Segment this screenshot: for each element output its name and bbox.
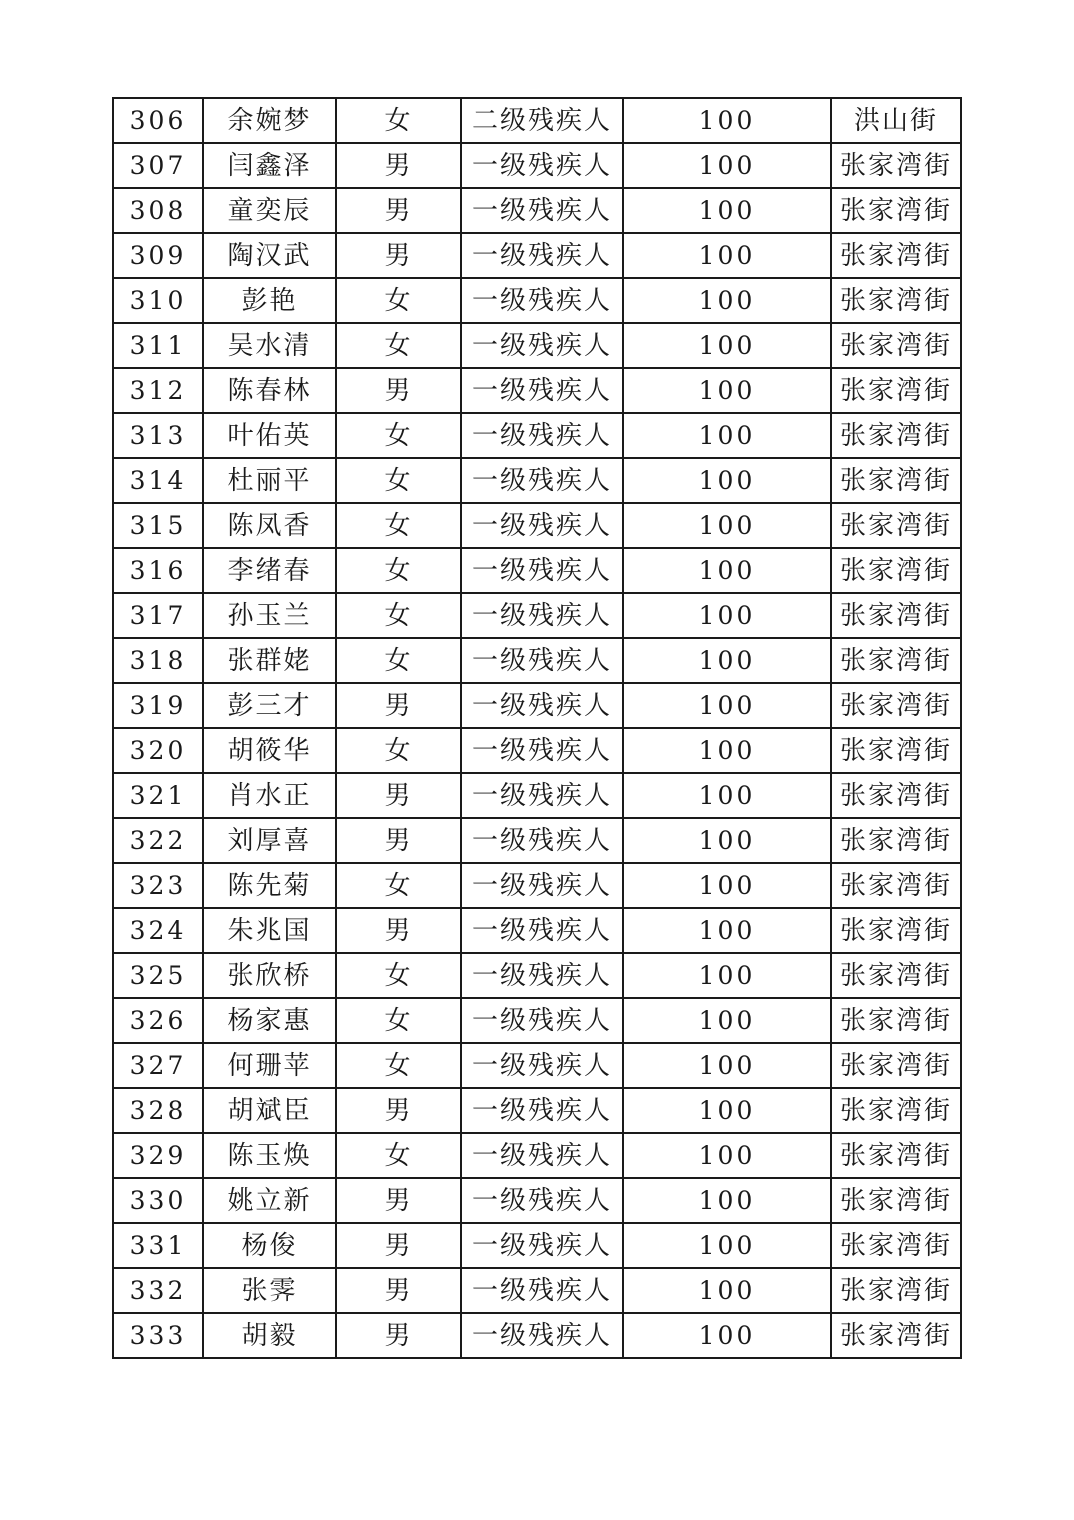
- cell-street: 张家湾街: [831, 593, 961, 638]
- cell-gender: 女: [336, 593, 461, 638]
- cell-street: 张家湾街: [831, 863, 961, 908]
- cell-gender: 男: [336, 1313, 461, 1358]
- cell-street: 张家湾街: [831, 278, 961, 323]
- cell-amount: 100: [623, 233, 831, 278]
- cell-name: 闫鑫泽: [203, 143, 336, 188]
- cell-name: 姚立新: [203, 1178, 336, 1223]
- cell-street: 张家湾街: [831, 503, 961, 548]
- cell-gender: 男: [336, 908, 461, 953]
- cell-gender: 男: [336, 773, 461, 818]
- table-row: [113, 818, 961, 863]
- table-row: [113, 1313, 961, 1358]
- cell-number: 318: [113, 638, 203, 683]
- subsidy-list-table: [112, 97, 962, 1359]
- cell-gender: 男: [336, 1088, 461, 1133]
- cell-disability-level: 一级残疾人: [461, 1223, 623, 1268]
- table-row: [113, 908, 961, 953]
- cell-street: 张家湾街: [831, 818, 961, 863]
- table-row: [113, 1223, 961, 1268]
- cell-gender: 女: [336, 323, 461, 368]
- cell-name: 陈凤香: [203, 503, 336, 548]
- cell-amount: 100: [623, 368, 831, 413]
- cell-street: 张家湾街: [831, 548, 961, 593]
- cell-amount: 100: [623, 728, 831, 773]
- cell-gender: 男: [336, 1178, 461, 1223]
- cell-disability-level: 一级残疾人: [461, 818, 623, 863]
- cell-name: 杨家惠: [203, 998, 336, 1043]
- cell-name: 胡筱华: [203, 728, 336, 773]
- cell-gender: 男: [336, 818, 461, 863]
- cell-amount: 100: [623, 1313, 831, 1358]
- cell-street: 张家湾街: [831, 1043, 961, 1088]
- cell-street: 张家湾街: [831, 188, 961, 233]
- cell-amount: 100: [623, 458, 831, 503]
- cell-name: 孙玉兰: [203, 593, 336, 638]
- cell-number: 323: [113, 863, 203, 908]
- cell-number: 308: [113, 188, 203, 233]
- cell-number: 309: [113, 233, 203, 278]
- cell-disability-level: 一级残疾人: [461, 908, 623, 953]
- cell-name: 张群姥: [203, 638, 336, 683]
- cell-number: 310: [113, 278, 203, 323]
- cell-number: 315: [113, 503, 203, 548]
- cell-name: 彭艳: [203, 278, 336, 323]
- cell-number: 322: [113, 818, 203, 863]
- cell-street: 洪山街: [831, 98, 961, 143]
- cell-disability-level: 一级残疾人: [461, 638, 623, 683]
- cell-amount: 100: [623, 143, 831, 188]
- cell-amount: 100: [623, 998, 831, 1043]
- cell-number: 306: [113, 98, 203, 143]
- cell-gender: 女: [336, 998, 461, 1043]
- cell-number: 319: [113, 683, 203, 728]
- cell-street: 张家湾街: [831, 683, 961, 728]
- cell-name: 杨俊: [203, 1223, 336, 1268]
- cell-disability-level: 一级残疾人: [461, 863, 623, 908]
- cell-number: 314: [113, 458, 203, 503]
- cell-name: 陶汉武: [203, 233, 336, 278]
- cell-amount: 100: [623, 683, 831, 728]
- cell-street: 张家湾街: [831, 413, 961, 458]
- cell-name: 余婉梦: [203, 98, 336, 143]
- cell-gender: 女: [336, 1043, 461, 1088]
- cell-amount: 100: [623, 773, 831, 818]
- cell-name: 陈玉焕: [203, 1133, 336, 1178]
- cell-gender: 男: [336, 233, 461, 278]
- cell-amount: 100: [623, 98, 831, 143]
- cell-name: 张霁: [203, 1268, 336, 1313]
- cell-street: 张家湾街: [831, 1178, 961, 1223]
- cell-number: 312: [113, 368, 203, 413]
- table-row: [113, 323, 961, 368]
- cell-gender: 男: [336, 143, 461, 188]
- cell-amount: 100: [623, 953, 831, 998]
- cell-disability-level: 一级残疾人: [461, 1133, 623, 1178]
- cell-name: 童奕辰: [203, 188, 336, 233]
- cell-name: 叶佑英: [203, 413, 336, 458]
- cell-gender: 女: [336, 1133, 461, 1178]
- cell-amount: 100: [623, 818, 831, 863]
- cell-disability-level: 一级残疾人: [461, 1313, 623, 1358]
- cell-gender: 女: [336, 728, 461, 773]
- cell-number: 327: [113, 1043, 203, 1088]
- cell-amount: 100: [623, 908, 831, 953]
- cell-amount: 100: [623, 1223, 831, 1268]
- cell-amount: 100: [623, 1043, 831, 1088]
- table-row: [113, 503, 961, 548]
- table-row: [113, 98, 961, 143]
- cell-disability-level: 一级残疾人: [461, 1268, 623, 1313]
- cell-amount: 100: [623, 1088, 831, 1133]
- table-row: [113, 863, 961, 908]
- cell-disability-level: 一级残疾人: [461, 143, 623, 188]
- cell-disability-level: 一级残疾人: [461, 953, 623, 998]
- cell-number: 331: [113, 1223, 203, 1268]
- cell-number: 324: [113, 908, 203, 953]
- cell-name: 何珊苹: [203, 1043, 336, 1088]
- cell-number: 316: [113, 548, 203, 593]
- cell-disability-level: 一级残疾人: [461, 278, 623, 323]
- cell-street: 张家湾街: [831, 953, 961, 998]
- cell-gender: 女: [336, 98, 461, 143]
- table-body: [113, 98, 961, 1358]
- cell-disability-level: 一级残疾人: [461, 593, 623, 638]
- table-row: [113, 683, 961, 728]
- cell-gender: 男: [336, 368, 461, 413]
- cell-gender: 女: [336, 548, 461, 593]
- table-row: [113, 1133, 961, 1178]
- cell-number: 317: [113, 593, 203, 638]
- cell-gender: 女: [336, 863, 461, 908]
- cell-name: 胡斌臣: [203, 1088, 336, 1133]
- cell-disability-level: 一级残疾人: [461, 1178, 623, 1223]
- cell-gender: 男: [336, 1223, 461, 1268]
- table-row: [113, 1268, 961, 1313]
- table-row: [113, 638, 961, 683]
- cell-name: 吴水清: [203, 323, 336, 368]
- cell-amount: 100: [623, 323, 831, 368]
- cell-amount: 100: [623, 413, 831, 458]
- cell-gender: 男: [336, 188, 461, 233]
- cell-amount: 100: [623, 863, 831, 908]
- cell-street: 张家湾街: [831, 908, 961, 953]
- cell-street: 张家湾街: [831, 1088, 961, 1133]
- cell-disability-level: 一级残疾人: [461, 728, 623, 773]
- cell-street: 张家湾街: [831, 323, 961, 368]
- cell-disability-level: 一级残疾人: [461, 368, 623, 413]
- table-row: [113, 278, 961, 323]
- cell-number: 313: [113, 413, 203, 458]
- cell-amount: 100: [623, 1268, 831, 1313]
- cell-number: 328: [113, 1088, 203, 1133]
- table-row: [113, 188, 961, 233]
- cell-disability-level: 一级残疾人: [461, 233, 623, 278]
- table-row: [113, 143, 961, 188]
- cell-name: 李绪春: [203, 548, 336, 593]
- cell-street: 张家湾街: [831, 1268, 961, 1313]
- table-row: [113, 773, 961, 818]
- cell-name: 陈春林: [203, 368, 336, 413]
- cell-number: 325: [113, 953, 203, 998]
- cell-number: 330: [113, 1178, 203, 1223]
- cell-street: 张家湾街: [831, 638, 961, 683]
- cell-name: 肖水正: [203, 773, 336, 818]
- cell-disability-level: 一级残疾人: [461, 458, 623, 503]
- cell-name: 刘厚喜: [203, 818, 336, 863]
- cell-number: 332: [113, 1268, 203, 1313]
- table-row: [113, 1088, 961, 1133]
- table-row: [113, 998, 961, 1043]
- cell-number: 311: [113, 323, 203, 368]
- cell-street: 张家湾街: [831, 773, 961, 818]
- cell-gender: 女: [336, 458, 461, 503]
- cell-street: 张家湾街: [831, 998, 961, 1043]
- cell-gender: 男: [336, 1268, 461, 1313]
- cell-street: 张家湾街: [831, 1133, 961, 1178]
- cell-street: 张家湾街: [831, 143, 961, 188]
- cell-disability-level: 二级残疾人: [461, 98, 623, 143]
- cell-gender: 男: [336, 683, 461, 728]
- cell-number: 321: [113, 773, 203, 818]
- table-row: [113, 458, 961, 503]
- cell-name: 胡毅: [203, 1313, 336, 1358]
- cell-name: 张欣桥: [203, 953, 336, 998]
- cell-disability-level: 一级残疾人: [461, 188, 623, 233]
- cell-number: 329: [113, 1133, 203, 1178]
- cell-amount: 100: [623, 1178, 831, 1223]
- cell-gender: 女: [336, 278, 461, 323]
- cell-gender: 女: [336, 413, 461, 458]
- cell-name: 彭三才: [203, 683, 336, 728]
- cell-street: 张家湾街: [831, 1223, 961, 1268]
- cell-gender: 女: [336, 638, 461, 683]
- cell-street: 张家湾街: [831, 368, 961, 413]
- table-row: [113, 368, 961, 413]
- cell-disability-level: 一级残疾人: [461, 1088, 623, 1133]
- cell-name: 陈先菊: [203, 863, 336, 908]
- cell-name: 杜丽平: [203, 458, 336, 503]
- cell-disability-level: 一级残疾人: [461, 413, 623, 458]
- table-row: [113, 593, 961, 638]
- cell-amount: 100: [623, 1133, 831, 1178]
- table-row: [113, 413, 961, 458]
- cell-number: 320: [113, 728, 203, 773]
- cell-amount: 100: [623, 593, 831, 638]
- table-row: [113, 1043, 961, 1088]
- cell-number: 307: [113, 143, 203, 188]
- cell-amount: 100: [623, 638, 831, 683]
- cell-disability-level: 一级残疾人: [461, 503, 623, 548]
- cell-street: 张家湾街: [831, 233, 961, 278]
- cell-street: 张家湾街: [831, 458, 961, 503]
- cell-amount: 100: [623, 503, 831, 548]
- table-row: [113, 728, 961, 773]
- cell-disability-level: 一级残疾人: [461, 683, 623, 728]
- cell-number: 326: [113, 998, 203, 1043]
- cell-number: 333: [113, 1313, 203, 1358]
- cell-gender: 女: [336, 953, 461, 998]
- cell-name: 朱兆国: [203, 908, 336, 953]
- cell-disability-level: 一级残疾人: [461, 773, 623, 818]
- cell-street: 张家湾街: [831, 728, 961, 773]
- table-row: [113, 233, 961, 278]
- table-row: [113, 953, 961, 998]
- cell-gender: 女: [336, 503, 461, 548]
- cell-disability-level: 一级残疾人: [461, 1043, 623, 1088]
- cell-amount: 100: [623, 188, 831, 233]
- cell-disability-level: 一级残疾人: [461, 998, 623, 1043]
- table-row: [113, 548, 961, 593]
- cell-amount: 100: [623, 548, 831, 593]
- table-row: [113, 1178, 961, 1223]
- cell-disability-level: 一级残疾人: [461, 548, 623, 593]
- cell-amount: 100: [623, 278, 831, 323]
- cell-street: 张家湾街: [831, 1313, 961, 1358]
- cell-disability-level: 一级残疾人: [461, 323, 623, 368]
